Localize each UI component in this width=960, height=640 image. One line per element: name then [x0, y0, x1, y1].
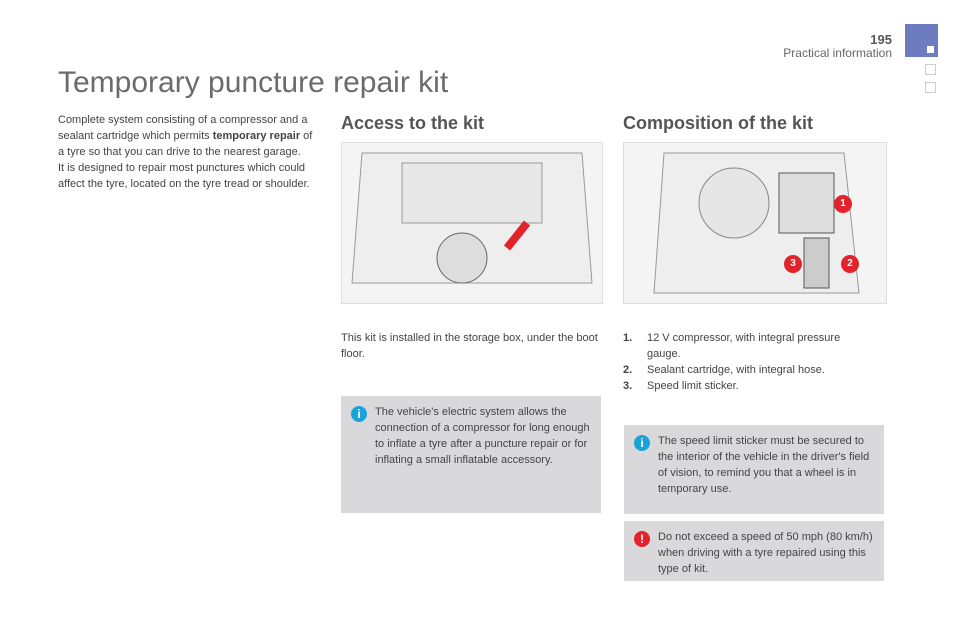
access-note-text: The vehicle's electric system allows the connection of a compressor for long enough to inflate a tyre after a puncture repair or for inflating a small inflatable accessory.	[375, 406, 590, 466]
list-item	[623, 378, 873, 394]
nav-square	[925, 82, 936, 93]
callout-3: 3	[784, 255, 802, 273]
item-num: 3.	[623, 380, 633, 392]
boot-illustration	[341, 142, 603, 304]
callout-2: 2	[841, 255, 859, 273]
item-num: 1.	[623, 332, 633, 344]
list-item	[623, 330, 873, 362]
section-title: Practical information	[783, 46, 892, 60]
item-text: Speed limit sticker.	[647, 380, 739, 392]
speed-warning	[624, 521, 884, 581]
item-text: 12 V compressor, with integral pressure gauge.	[647, 332, 841, 360]
page-title: Temporary puncture repair kit	[58, 66, 449, 99]
intro-bold: temporary repair	[212, 130, 301, 142]
callout-1: 1	[834, 195, 852, 213]
section-tab	[905, 24, 938, 57]
sticker-note-text: The speed limit sticker must be secured to the interior of the vehicle in the driver's field of vision, to remind you that a wheel is in temporary use.	[658, 435, 870, 495]
composition-heading: Composition of the kit	[623, 113, 813, 133]
intro-text-a: Complete system consisting of a compressor and a sealant cartridge which permits	[58, 114, 308, 142]
page-number: 195	[870, 32, 892, 47]
kit-drawing	[624, 143, 886, 303]
warning-icon: !	[634, 531, 650, 547]
intro-text-2: It is designed to repair most punctures which could affect the tyre, located on the tyre tread or shoulder.	[58, 162, 310, 190]
item-num: 2.	[623, 364, 633, 376]
access-text: This kit is installed in the storage box, under the boot floor.	[341, 332, 598, 360]
access-note	[341, 396, 601, 513]
access-heading: Access to the kit	[341, 113, 485, 133]
info-icon: i	[634, 435, 650, 451]
info-icon: i	[351, 406, 367, 422]
item-text: Sealant cartridge, with integral hose.	[647, 364, 825, 376]
nav-square	[925, 64, 936, 75]
boot-drawing	[342, 143, 602, 303]
kit-list	[623, 330, 873, 394]
list-item	[623, 362, 873, 378]
speed-warning-text: Do not exceed a speed of 50 mph (80 km/h) when driving with a tyre repaired using this type of kit.	[658, 531, 873, 575]
intro-text	[58, 112, 313, 192]
kit-illustration	[623, 142, 887, 304]
sticker-note	[624, 425, 884, 514]
intro-text-b: of a tyre so that you can drive to the nearest garage.	[58, 130, 313, 158]
